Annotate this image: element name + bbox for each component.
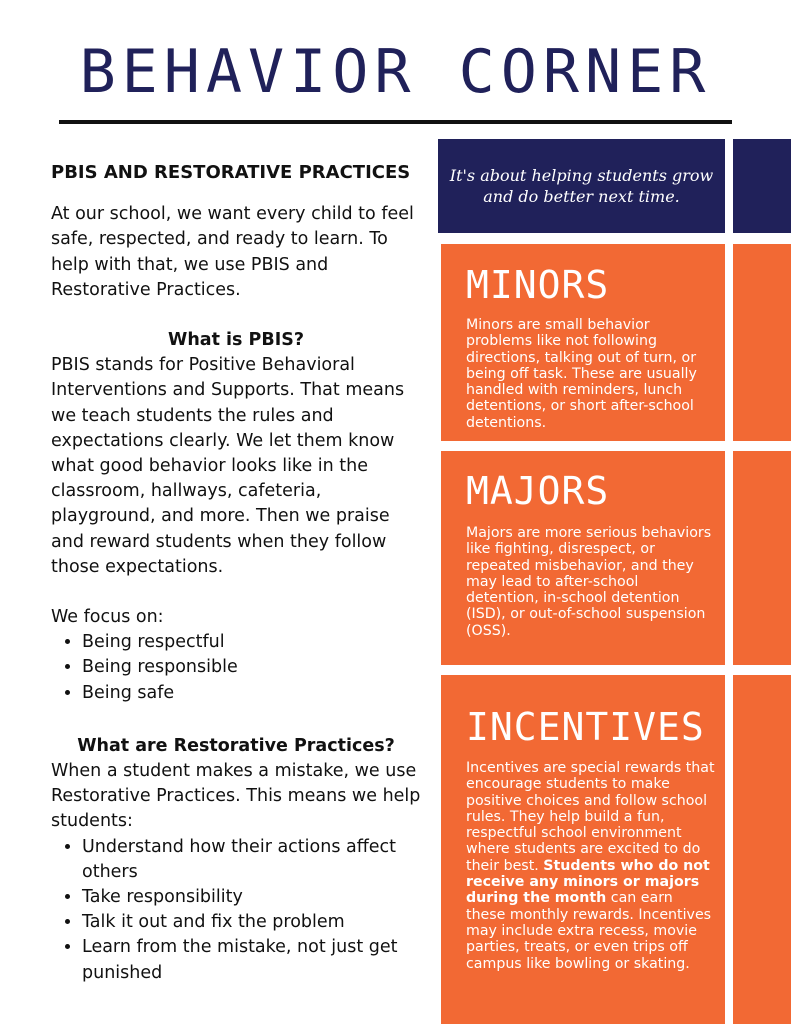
incentives-text-bold: Students who do not receive any minors or majors during the month [466,857,710,907]
majors-card [441,451,725,665]
majors-title: MAJORS [466,469,610,513]
rp-heading: What are Restorative Practices? [77,735,395,756]
incentives-text-rest: can earn these monthly rewards. Incentives may include extra recess, movie parties, treats, or even trips off campus like bowling or skating. [466,890,712,972]
page-title: BEHAVIOR CORNER [79,37,712,107]
minors-text: Minors are small behavior problems like not following directions, talking out of turn, or being off task. These are usually handled with reminders, lunch detentions, or short after-school detentions. [466,317,697,431]
title-divider [59,120,732,124]
list-item: • Being responsible [82,655,421,680]
rp-list [51,835,421,986]
focus-label: We focus on: [51,607,164,628]
focus-list [51,630,421,706]
majors-side-strip [733,451,791,665]
pbis-heading: What is PBIS? [168,330,304,351]
section-heading: PBIS AND RESTORATIVE PRACTICES [51,162,411,183]
pbis-paragraph: PBIS stands for Positive Behavioral Interventions and Supports. That means we teach students the rules and expectations clearly. We let them know what good behavior looks like in the classroom, hallways, cafeteria, playground, and more. Then we praise and reward students when they follow those expectations. [51,355,405,577]
rp-paragraph: When a student makes a mistake, we use Restorative Practices. This means we help students: [51,761,421,832]
list-item: • Talk it out and fix the problem [82,910,421,935]
list-item: • Understand how their actions affect others [82,835,421,885]
tagline-text: It's about helping students grow and do better next time. [449,166,714,206]
left-column [51,160,421,986]
list-item: • Take responsibility [82,885,421,910]
incentives-text-intro: Incentives are special rewards that encourage students to make positive choices and follow school rules. They help build a fun, respectful school environment where students are excited to do their best. [466,760,715,874]
majors-text: Majors are more serious behaviors like fighting, disrespect, or repeated misbehavior, and they may lead to after-school detention, in-school detention (ISD), or out-of-school suspension (OSS). [466,525,712,639]
list-item: • Learn from the mistake, not just get punished [82,935,421,985]
minors-side-strip [733,244,791,441]
minors-card [441,244,725,441]
incentives-side-strip [733,675,791,1024]
incentives-title: INCENTIVES [466,705,705,749]
intro-paragraph: At our school, we want every child to feel safe, respected, and ready to learn. To help with that, we use PBIS and Restorative Practices. [51,204,414,300]
navy-side-strip [733,139,791,233]
incentives-card [441,675,725,1024]
list-item: • Being respectful [82,630,421,655]
minors-title: MINORS [466,263,610,307]
list-item: • Being safe [82,681,421,706]
incentives-text [466,760,715,972]
tagline-box [438,139,725,233]
